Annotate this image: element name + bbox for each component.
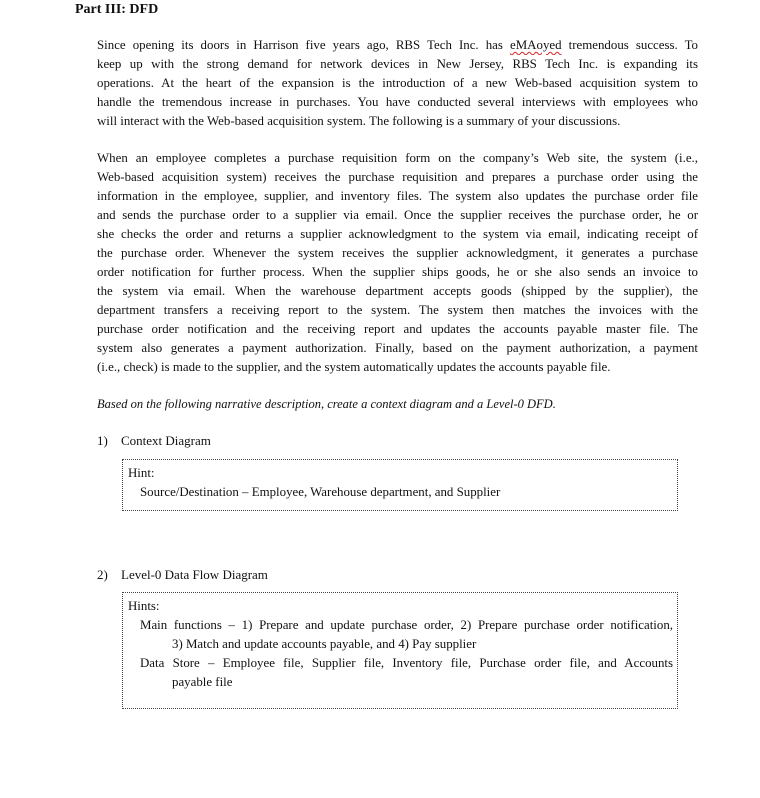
list-number: 1) — [97, 433, 108, 448]
list-label: Level-0 Data Flow Diagram — [121, 567, 268, 582]
paragraph-line: will interact with the Web-based acquisition system. The following is a summary of your discussions. — [97, 114, 621, 128]
paragraph-line — [97, 36, 698, 55]
data-store-line: Data Store – Employee file, Supplier file, Inventory file, Purchase order file, and Accounts — [140, 656, 673, 670]
paragraph-line: system also generates a payment authorization. Finally, based on the payment authorization, a payment — [97, 341, 698, 355]
hint-line: Source/Destination – Employee, Warehouse department, and Supplier — [140, 485, 501, 499]
list-item-context-diagram — [97, 433, 211, 449]
paragraph-line: Web-based acquisition system) receives the purchase requisition and prepares a purchase order using the — [97, 170, 698, 184]
paragraph-line: the purchase order. Whenever the system receives the supplier acknowledgment, it generates a purchase — [97, 246, 698, 260]
main-functions-line: Main functions – 1) Prepare and update purchase order, 2) Prepare purchase order notification, — [140, 618, 673, 632]
hint-box-level0 — [122, 592, 678, 709]
narrative-paragraph — [97, 149, 698, 377]
hint-title: Hints: — [128, 599, 160, 613]
paragraph-line: operations. At the heart of the expansion is the introduction of a new Web-based acquisition system to — [97, 76, 698, 90]
instruction-text: Based on the following narrative description, create a context diagram and a Level-0 DFD. — [97, 397, 556, 411]
list-label: Context Diagram — [121, 433, 211, 448]
paragraph-line: and sends the purchase order to a supplier via email. Once the supplier receives the purchase order, he or — [97, 208, 698, 222]
paragraph-line: (i.e., check) is made to the supplier, and the system automatically updates the accounts payable file. — [97, 360, 611, 374]
paragraph-line: the system via email. When the warehouse department accepts goods (shipped by the supplier), the — [97, 284, 698, 298]
paragraph-line: order notification for further process. When the supplier ships goods, he or she also sends an invoice to — [97, 265, 698, 279]
text-segment: tremendous success. To — [568, 38, 698, 52]
intro-paragraph — [97, 36, 698, 131]
paragraph-line: When an employee completes a purchase requisition form on the company’s Web site, the system (i.e., — [97, 151, 698, 165]
data-store-line: payable file — [172, 675, 233, 689]
paragraph-line: keep up with the strong demand for network devices in New Jersey, RBS Tech Inc. is expanding its — [97, 57, 698, 71]
paragraph-line: handle the tremendous increase in purchases. You have conducted several interviews with employees who — [97, 95, 698, 109]
list-item-level0-dfd — [97, 567, 268, 583]
paragraph-line: she checks the order and returns a supplier acknowledgment to the system via email, indicating receipt of — [97, 227, 698, 241]
paragraph-line: information in the employee, supplier, and inventory files. The system also updates the purchase order file — [97, 189, 698, 203]
paragraph-line: department transfers a receiving report to the system. The system then matches the invoices with the — [97, 303, 698, 317]
section-title: Part III: DFD — [75, 2, 159, 17]
hint-box-context — [122, 459, 678, 511]
text-segment: Since opening its doors in Harrison five years ago, RBS Tech Inc. has — [97, 38, 503, 52]
list-number: 2) — [97, 567, 108, 582]
misspelled-word[interactable]: eMAoyed — [510, 38, 562, 52]
hint-title: Hint: — [128, 466, 155, 480]
main-functions-line: 3) Match and update accounts payable, and 4) Pay supplier — [172, 637, 477, 651]
paragraph-line: purchase order notification and the receiving report and updates the accounts payable master file. The — [97, 322, 698, 336]
